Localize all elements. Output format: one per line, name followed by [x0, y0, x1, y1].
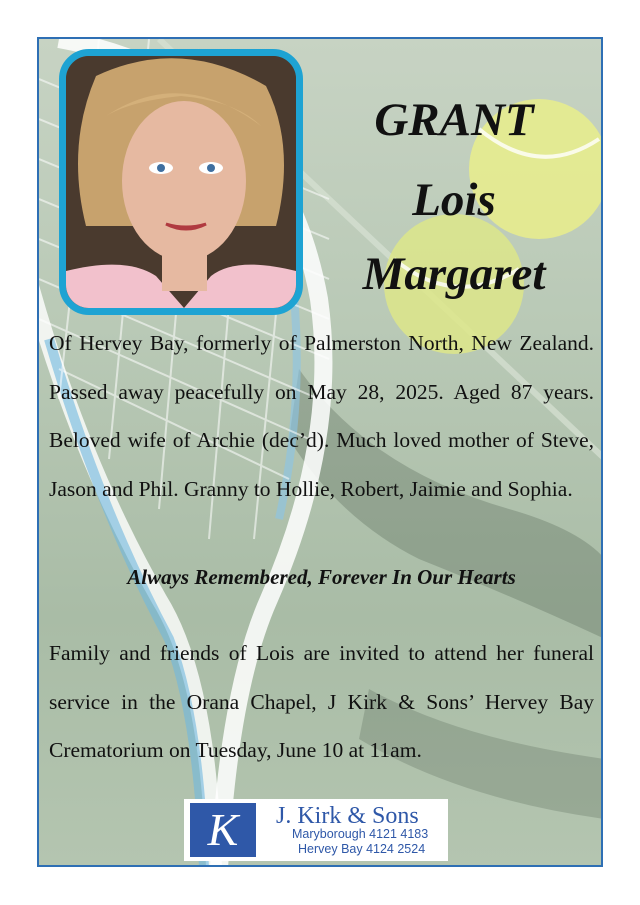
logo-mark: K: [190, 803, 256, 857]
portrait-illustration: [66, 56, 296, 308]
funeral-home-logo: [184, 799, 448, 861]
middle-name: Margaret: [362, 248, 546, 300]
notice-frame: [37, 37, 603, 867]
surname: GRANT: [374, 94, 534, 146]
notice-paragraph: Of Hervey Bay, formerly of Palmerston North, New Zealand. Passed away peacefully on May 28, 2025. Aged 87 years. Beloved wife of Archie (dec’d). Much loved mother of Steve, Jason and Phil. Granny to Hollie, Robert, Jaimie and Sophia.: [49, 331, 594, 501]
funeral-details-paragraph: Family and friends of Lois are invited to attend her funeral service in the Orana Chapel, J Kirk & Sons’ Hervey Bay Crematorium on Tuesday, June 10 at 11am.: [49, 641, 594, 762]
logo-phone-hervey-bay: Hervey Bay 4124 2524: [298, 842, 426, 856]
logo-phone-maryborough: Maryborough 4121 4183: [292, 827, 429, 841]
tagline: Always Remembered, Forever In Our Hearts: [127, 565, 516, 589]
portrait-photo: [59, 49, 303, 315]
first-name: Lois: [412, 174, 496, 226]
logo-title: J. Kirk & Sons: [276, 803, 419, 829]
